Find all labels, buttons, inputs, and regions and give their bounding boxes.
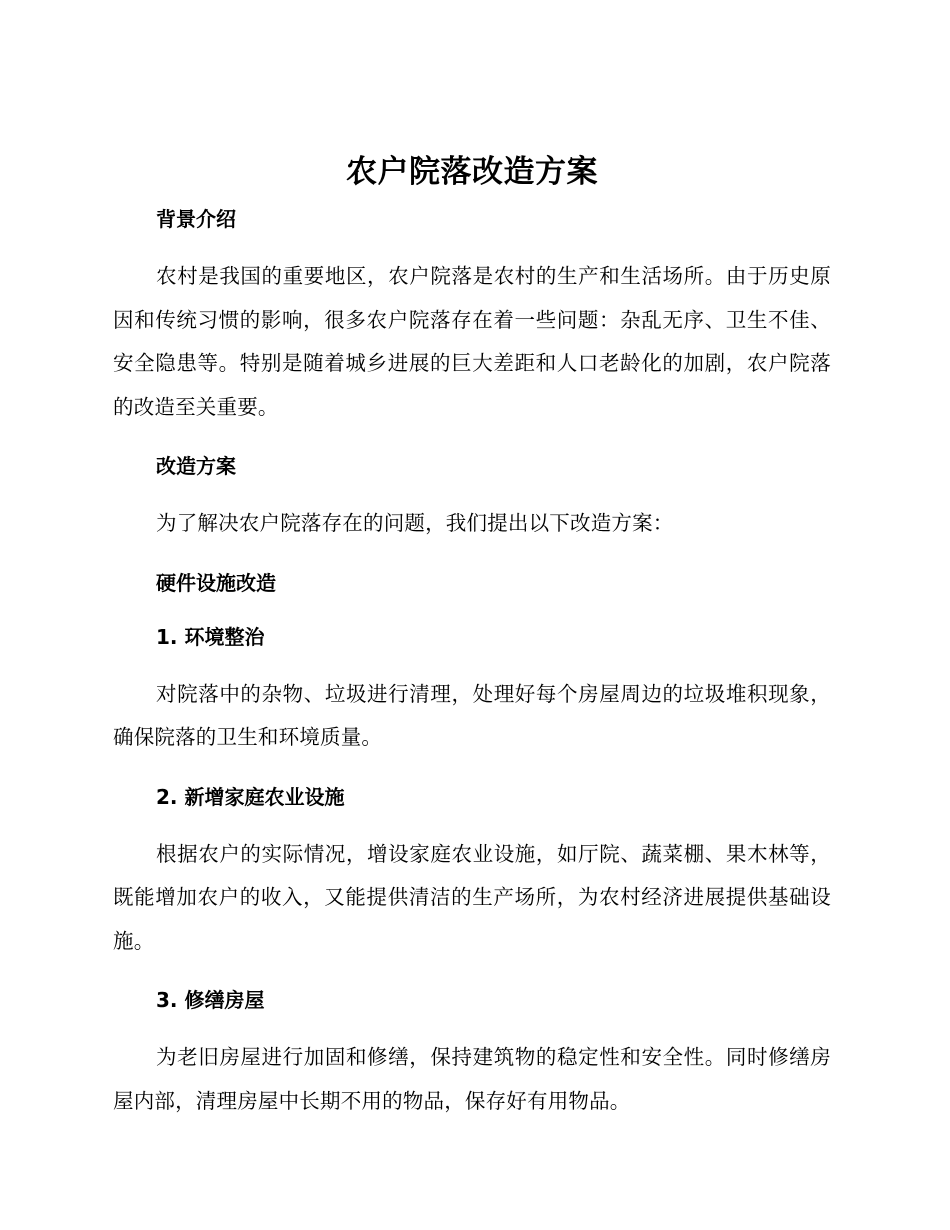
document-title: 农户院落改造方案 — [346, 154, 598, 190]
section-heading-hardware: 硬件设施改造 — [156, 570, 276, 595]
paragraph-agriculture: 根据农户的实际情况，增设家庭农业设施，如厅院、蔬菜棚、果木林等，既能增加农户的收入，又能提供清洁的生产场所，为农村经济进展提供基础设施。 — [113, 841, 831, 953]
document-page — [113, 150, 831, 1123]
paragraph-repair: 为老旧房屋进行加固和修缮，保持建筑物的稳定性和安全性。同时修缮房屋内部，清理房屋中长期不用的物品，保存好有用物品。 — [113, 1045, 831, 1113]
item-heading-environment: 1. 环境整治 — [156, 624, 265, 649]
item-heading-repair: 3. 修缮房屋 — [156, 988, 265, 1012]
section-heading-background: 背景介绍 — [156, 207, 236, 231]
paragraph-plan-intro: 为了解决农户院落存在的问题，我们提出以下改造方案： — [156, 511, 674, 535]
section-heading-plan: 改造方案 — [156, 454, 236, 478]
paragraph-background: 农村是我国的重要地区，农户院落是农村的生产和生活场所。由于历史原因和传统习惯的影响，很多农户院落存在着一些问题：杂乱无序、卫生不佳、安全隐患等。特别是随着城乡进展的巨大差距和人口老龄化的加剧，农户院落的改造至关重要。 — [113, 264, 831, 419]
paragraph-environment: 对院落中的杂物、垃圾进行清理，处理好每个房屋周边的垃圾堆积现象，确保院落的卫生和环境质量。 — [113, 681, 831, 749]
item-heading-agriculture: 2. 新增家庭农业设施 — [156, 784, 345, 809]
